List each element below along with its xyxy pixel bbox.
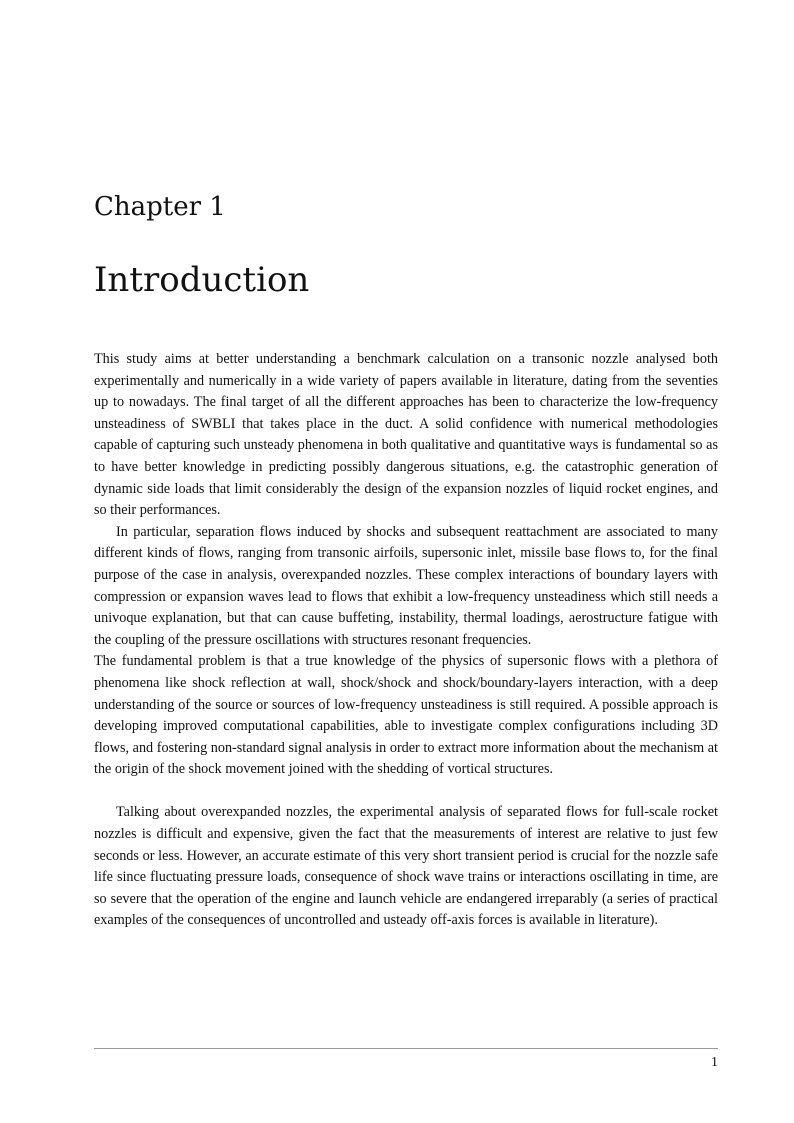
body-text — [94, 349, 718, 932]
chapter-label: Chapter 1 — [94, 192, 226, 222]
chapter-title: Introduction — [94, 260, 310, 300]
paragraph-fundamental-problem: The fundamental problem is that a true knowledge of the physics of supersonic flows with a plethora of phenomena like shock reflection at wall, shock/shock and shock/boundary-layers interaction, with a deep understanding of the source or sources of low-frequency unsteadiness is still required. A possible approach is developing improved computational capabilities, able to investigate complex configurations including 3D flows, and fostering non-standard signal analysis in order to extract more information about the mechanism at the origin of the shock movement joined with the shedding of vortical structures. — [94, 653, 718, 778]
paragraph-overexpanded-nozzles: Talking about overexpanded nozzles, the experimental analysis of separated flows for full-scale rocket nozzles is difficult and expensive, given the fact that the measurements of interest are relative to just few seconds or less. However, an accurate estimate of this very short transient period is crucial for the nozzle safe life since fluctuating pressure loads, consequence of shock wave trains or interactions oscillating in time, are so severe that the operation of the engine and launch vehicle are endangered irreparably (a series of practical examples of the consequences of uncontrolled and usteady off-axis forces is available in literature). — [94, 804, 718, 929]
page-number: 1 — [711, 1055, 718, 1070]
footer-rule — [94, 1048, 718, 1049]
paragraph-intro: This study aims at better understanding a benchmark calculation on a transonic nozzle analysed both experimentally and numerically in a wide variety of papers available in literature, dating from the seventies up to nowadays. The final target of all the different approaches has been to characterize the low-frequency unsteadiness of SWBLI that takes place in the duct. A solid confidence with numerical methodologies capable of capturing such unsteady phenomena in both qualitative and quantitative ways is fundamental so as to have better knowledge in predicting possibly dangerous situations, e.g. the catastrophic generation of dynamic side loads that limit considerably the design of the expansion nozzles of liquid rocket engines, and so their performances. — [94, 351, 718, 519]
paragraph-separation-flows: In particular, separation flows induced by shocks and subsequent reattachment are associated to many different kinds of flows, ranging from transonic airfoils, supersonic inlet, missile base flows to, for the final purpose of the case in analysis, overexpanded nozzles. These complex interactions of boundary layers with compression or expansion waves lead to flows that exhibit a low-frequency unsteadiness which still needs a univoque explanation, but that can cause buffeting, instability, thermal loadings, aerostructure fatigue with the coupling of the pressure oscillations with structures resonant frequencies. — [94, 523, 718, 648]
